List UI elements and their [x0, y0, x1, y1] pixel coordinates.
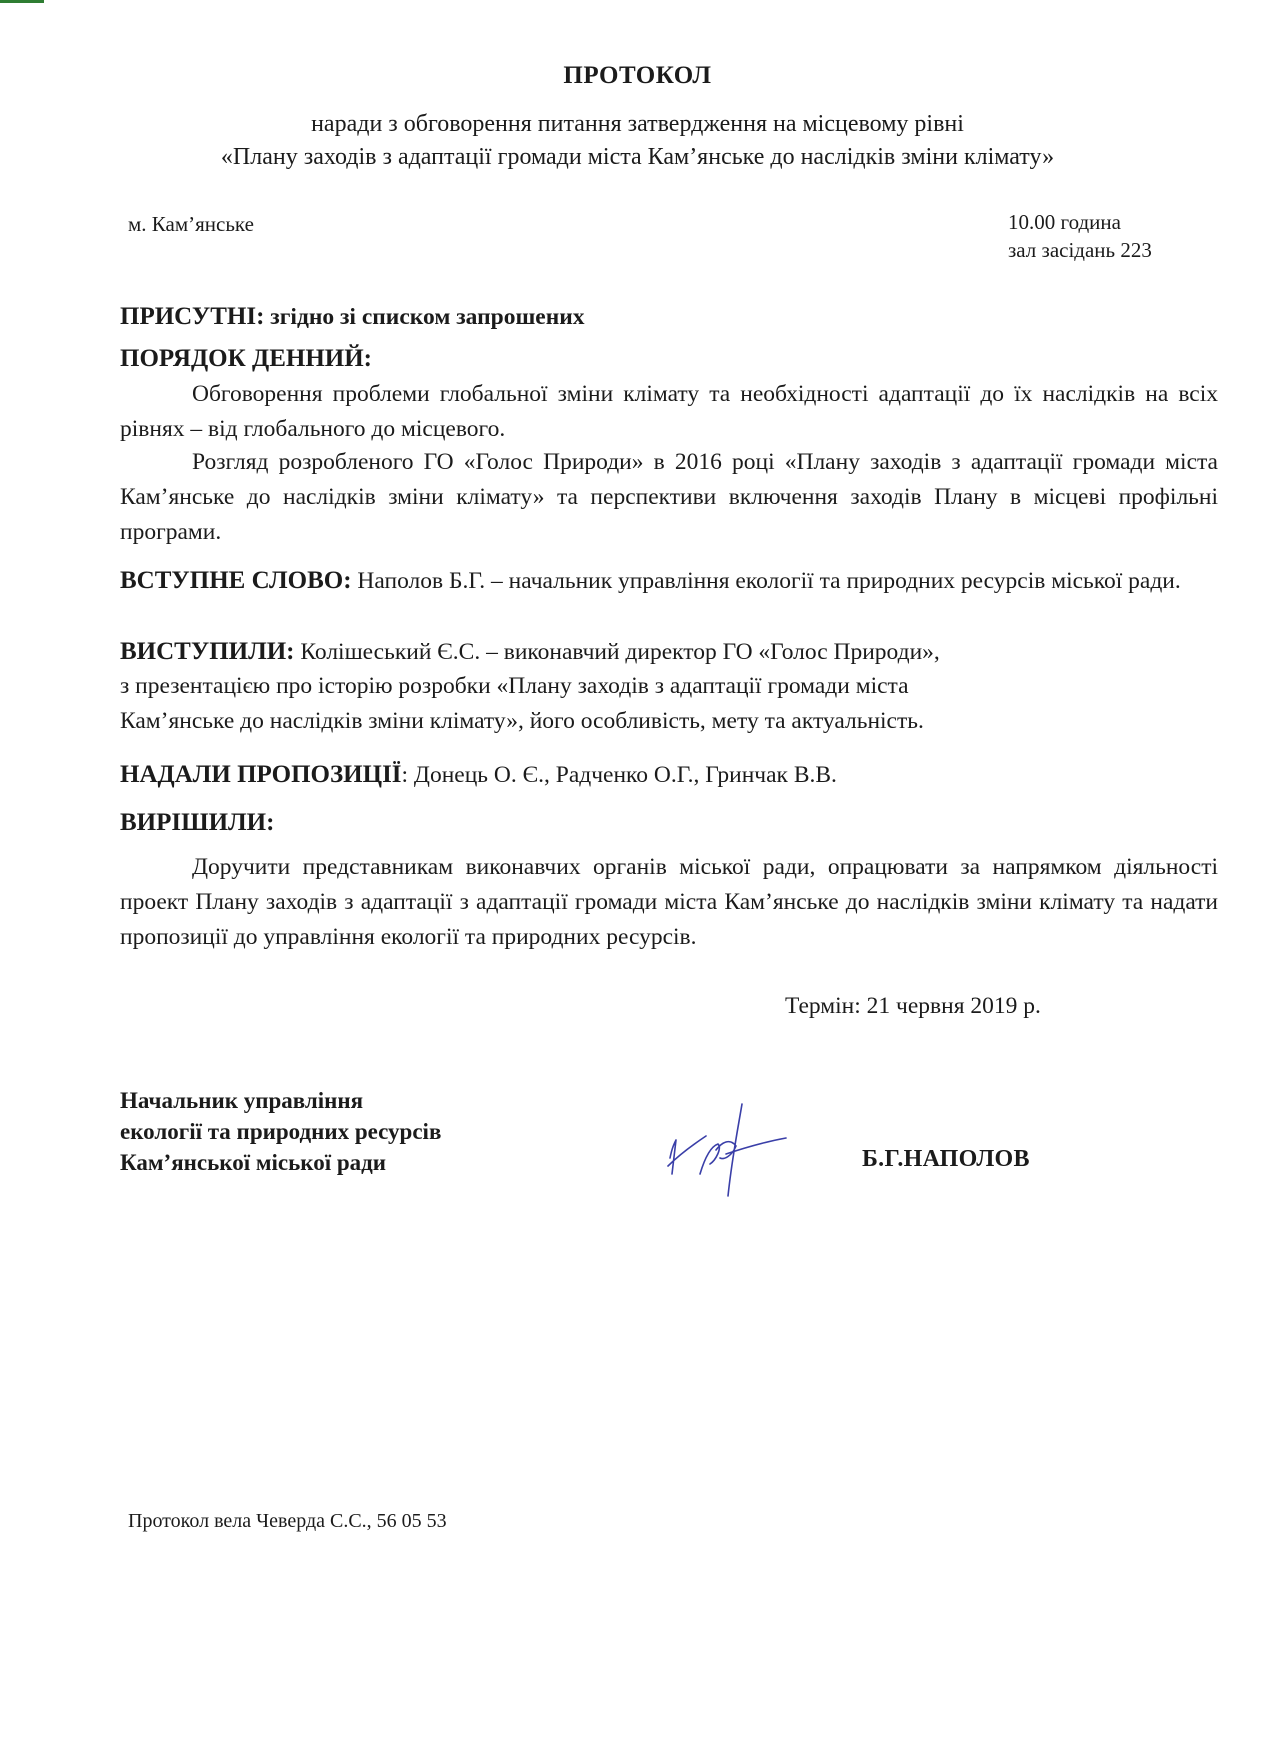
protocol-recorder: Протокол вела Чеверда С.С., 56 05 53 [128, 1510, 447, 1532]
document-title: ПРОТОКОЛ [563, 62, 712, 89]
agenda-label: ПОРЯДОК ДЕННИЙ: [120, 345, 372, 372]
subtitle-line-1: наради з обговорення питання затвердження на місцевому рівні [311, 111, 964, 137]
agenda-item-1: Обговорення проблеми глобальної зміни клімату та необхідності адаптації до їх наслідків на всіх рівнях – від глобального до місцевого. [120, 381, 1218, 442]
subtitle-line-2: «Плану заходів з адаптації громади міста Кам’янське до наслідків зміни клімату» [220, 144, 1055, 170]
scan-edge-mark [0, 0, 44, 3]
decision-deadline: Термін: 21 червня 2019 р. [785, 993, 1041, 1019]
opening-section [120, 563, 1218, 599]
decision-text: Доручити представникам виконавчих органів міської ради, опрацювати за напрямком діяльності проект Плану заходів з адаптації з адаптації громади міста Кам’янське до наслідків зміни клімату та надати пропозиції до управління екології та природних ресурсів. [120, 854, 1218, 950]
position-line-2: екології та природних ресурсів [120, 1119, 442, 1144]
present-text: згідно зі списком запрошених [270, 304, 585, 330]
speakers-label: ВИСТУПИЛИ: [120, 638, 295, 665]
meeting-room: зал засідань 223 [1008, 238, 1152, 262]
decision-label: ВИРІШИЛИ: [120, 809, 275, 836]
present-label: ПРИСУТНІ: [120, 303, 265, 330]
meeting-city: м. Кам’янське [128, 212, 254, 236]
speakers-line-1 [120, 634, 1218, 670]
proposals-text: : Донець О. Є., Радченко О.Г., Гринчак В.В. [401, 762, 837, 788]
speakers-text-1: Колішеський Є.С. – виконавчий директор ГО «Голос Природи», [300, 639, 940, 665]
agenda-item-2: Розгляд розробленого ГО «Голос Природи» в 2016 році «Плану заходів з адаптації громади міста Кам’янське до наслідків зміни клімату» та перспективи включення заходів Плану в місцеві профільні програми. [120, 449, 1218, 545]
position-line-3: Кам’янської міської ради [120, 1150, 387, 1175]
opening-label: ВСТУПНЕ СЛОВО: [120, 567, 352, 594]
opening-text: Наполов Б.Г. – начальник управління екології та природних ресурсів міської ради. [357, 568, 1181, 594]
present-section [120, 299, 1218, 335]
proposals-section [120, 757, 1218, 793]
position-line-1: Начальник управління [120, 1088, 364, 1113]
proposals-label: НАДАЛИ ПРОПОЗИЦІЇ [120, 761, 402, 788]
agenda-heading [120, 341, 1218, 377]
handwritten-signature [660, 1088, 800, 1208]
meeting-time: 10.00 година [1008, 210, 1121, 234]
meeting-time-place [1008, 208, 1152, 264]
speakers-line-2: з презентацією про історію розробки «Плану заходів з адаптації громади міста [120, 673, 909, 699]
decision-heading [120, 805, 1218, 841]
signatory-position [120, 1085, 441, 1178]
speakers-line-3: Кам’янське до наслідків зміни клімату», його особливість, мету та актуальність. [120, 708, 924, 734]
signatory-name: Б.Г.НАПОЛОВ [862, 1146, 1030, 1172]
